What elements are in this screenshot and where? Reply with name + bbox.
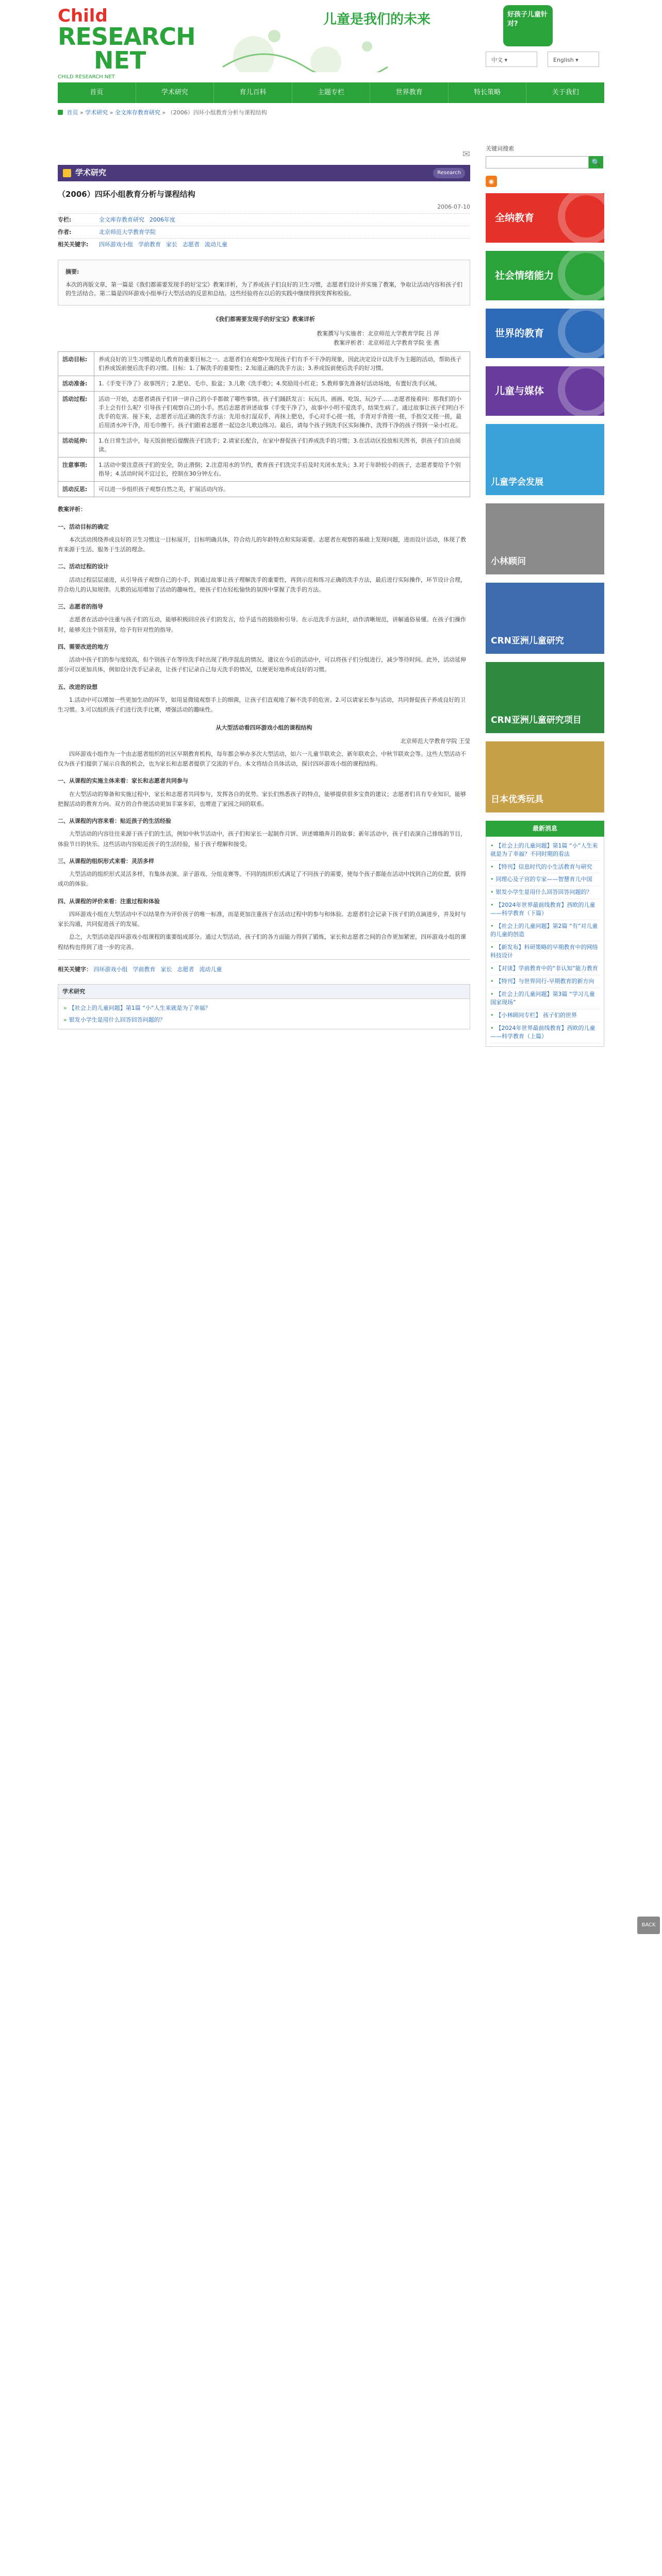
latest-news-item[interactable]: • 【特刊】与世界同行-早期教育的新方向 [490, 975, 600, 988]
promo-title: 小林顾问 [491, 556, 526, 567]
plan-row-text: 可以进一步组织孩子观察自然之美，扩展活动内容。 [94, 482, 470, 497]
latest-news-item[interactable]: • 【新发布】科研策略的早期教育中的网络科技设计 [490, 941, 600, 962]
meta-label: 作者: [58, 229, 72, 236]
tile-decoration [558, 366, 604, 416]
plan-row-label: 活动目标: [58, 351, 94, 376]
nav-item-parenting[interactable]: 育儿百科 [214, 82, 292, 103]
category-tile-label: 全纳教育 [495, 212, 535, 224]
plan-author: 教案撰写与实施者：北京师范大学教育学院 吕 萍 [317, 330, 439, 337]
second-paragraph: 四环游戏小组在大型活动中不以结果作为评价孩子的唯一标准，而是更加注重孩子在活动过程中的参与和体验。志愿者们会记录下孩子们的点滴进步，并及时与家长沟通，共同促进孩子的发展。 [58, 910, 466, 928]
main-content [58, 144, 470, 1029]
latest-news-item[interactable]: • 【2024年世界最前线教育】西欧的儿童——科学教育（上篇） [490, 1022, 600, 1043]
review-heading: 二、活动过程的设计 [58, 563, 109, 570]
related-keyword-link[interactable]: 四环游戏小组 [93, 965, 128, 973]
plan-row [58, 351, 470, 376]
meta-link[interactable]: 家长 [166, 241, 177, 248]
meta-link[interactable]: 流动儿童 [205, 241, 227, 248]
promo-banner[interactable] [486, 741, 604, 812]
breadcrumb [58, 103, 604, 123]
review-heading: 一、活动目标的确定 [58, 523, 109, 530]
plan-row-label: 活动过程: [58, 392, 94, 433]
category-tile-label: 社会情绪能力 [495, 270, 554, 282]
meta-line [58, 226, 470, 238]
banner-slogan: 儿童是我们的未来 [323, 12, 431, 27]
logo-text-research: RESEARCH [58, 23, 195, 50]
abstract-label: 摘要: [65, 268, 79, 276]
promo-title: CRN亚洲儿童研究 [491, 635, 564, 646]
promo-banner[interactable] [486, 662, 604, 733]
plan-row [58, 376, 470, 391]
banner-callout[interactable]: 好孩子儿童针对? [503, 5, 553, 46]
back-to-top-button[interactable]: BACK TOP [637, 1917, 660, 1934]
home-icon [58, 110, 63, 115]
category-tile[interactable] [486, 251, 604, 300]
breadcrumb-category[interactable]: 全文库存教育研究 [114, 109, 160, 116]
review-heading: 三、志愿者的指导 [58, 603, 103, 611]
promo-title: 儿童学会发展 [491, 477, 543, 487]
article-body [58, 504, 470, 952]
breadcrumb-separator: » [160, 109, 168, 116]
site-header [58, 0, 604, 82]
related-keyword-link[interactable]: 流动儿童 [199, 965, 222, 973]
promo-banner[interactable] [486, 503, 604, 574]
meta-link[interactable]: 志愿者 [183, 241, 200, 248]
second-paragraph: 大型活动的组织形式灵活多样，有集体表演、亲子游戏、分组竞赛等。不同的组织形式满足了不同孩子的需要，使每个孩子都能在活动中找到自己的位置，获得成功的体验。 [58, 871, 466, 888]
search-label: 关键词搜索 [486, 145, 514, 152]
plan-row-text: 1.《手变干净了》故事图片；2.肥皂、毛巾、脸盆；3.儿歌《洗手歌》；4.奖励用小红花；5.教师事先准备好活动场地，布置好洗手区域。 [94, 376, 470, 391]
category-tile[interactable] [486, 366, 604, 416]
nav-item-specials[interactable]: 特长策略 [449, 82, 527, 103]
search-input[interactable] [486, 156, 589, 168]
related-keywords [58, 959, 470, 974]
meta-link[interactable]: 学前教育 [138, 241, 161, 248]
nav-item-topics[interactable]: 主题专栏 [292, 82, 371, 103]
more-articles-box [58, 984, 470, 1029]
second-paragraph: 大型活动的内容往往来源于孩子们的生活，例如中秋节活动中，孩子们和家长一起制作月饼、讲述嫦娥奔月的故事；新年活动中，孩子们表演自己排练的节目，体验节日的快乐。这些活动内容贴近孩子的生活经验，易于孩子理解和接受。 [58, 831, 466, 848]
category-tile[interactable] [486, 193, 604, 243]
second-article-title: 从大型活动看四环游戏小组的课程结构 [216, 724, 312, 732]
second-paragraph: 在大型活动的筹备和实施过程中，家长和志愿者共同参与，发挥各自的优势。家长们熟悉孩子的特点，能够提供很多宝贵的建议；志愿者们具有专业知识，能够把握活动的教育方向。双方的合作使活动更加丰富多彩，也增进了家园之间的联系。 [58, 790, 466, 807]
review-heading: 四、需要改进的地方 [58, 643, 109, 650]
meta-link[interactable]: 四环游戏小组 [99, 241, 133, 248]
plan-row-label: 活动反思: [58, 482, 94, 497]
plan-heading: 《我们都需要发现手的好宝宝》教案详析 [213, 316, 315, 323]
abstract-text: 本次的再版文章，第一篇是《我们都需要发现手的好宝宝》教案详析，为了养成孩子们良好的卫生习惯，志愿者们设计并实施了教案，争取让活动内容和孩子们的生活结合。第二篇是四环游戏小组举行大型活动的反思和总结。这些经验将在以后的实践中继续得到发挥和检验。 [65, 281, 462, 297]
category-tile-label: 世界的教育 [495, 328, 544, 340]
promo-banner[interactable] [486, 583, 604, 654]
tile-decoration [558, 251, 604, 300]
plan-row-text: 养成良好的卫生习惯是幼儿教育的重要目标之一。志愿者们在观察中发现孩子们有手不干净的现象，因此决定设计以洗手为主题的活动，帮助孩子们养成饭前便后洗手的习惯。目标：1.了解洗手的重要性；2.知道正确的洗手方法；3.养成饭前便后洗手的好习惯。 [94, 351, 470, 376]
plan-row [58, 482, 470, 497]
second-heading: 一、从课程的实施主体来看：家长和志愿者共同参与 [58, 777, 188, 785]
article-title: （2006）四环小组教育分析与课程结构 [58, 189, 195, 199]
share-icon[interactable]: ✉ [462, 149, 470, 160]
nav-item-research[interactable]: 学术研究 [136, 82, 214, 103]
breadcrumb-separator: » [78, 109, 86, 116]
search-box [486, 156, 604, 168]
second-heading: 四、从课程的评价来看：注重过程和体验 [58, 897, 160, 905]
plan-row-text: 活动一开始，志愿者请孩子们讲一讲自己的小手都做了哪些事情。孩子们踊跃发言：玩玩具、画画、吃饭、玩沙子……志愿者接着问：那我们的小手上会有什么呢？引导孩子们观察自己的小手。然后志愿者讲述故事《手变干净了》，故事中小明不爱洗手，结果生病了。通过故事让孩子们明白不洗手的危害。接下来，志愿者示范正确的洗手方法：先用水打湿双手，再抹上肥皂，手心对手心搓一搓，手背对手背搓一搓，手指交叉搓一搓，最后用清水冲干净，用毛巾擦干。孩子们跟着志愿者一起边念儿歌边练习。最后，请每个孩子到洗手区实际操作，洗得干净的孩子得到一朵小红花。 [94, 392, 470, 433]
promo-title: CRN亚洲儿童研究项目 [491, 715, 582, 725]
nav-item-about[interactable]: 关于我们 [552, 89, 579, 96]
breadcrumb-separator: » [108, 109, 115, 116]
meta-link[interactable]: 北京师范大学教育学院 [99, 229, 156, 236]
latest-news-item[interactable]: • 【特刊】信息时代的小生活教育与研究 [490, 861, 600, 874]
lesson-plan-table [58, 351, 470, 498]
meta-link[interactable]: 2006年度 [150, 216, 175, 224]
review-paragraph: 活动中孩子们的参与度较高，但个别孩子在等待洗手时出现了秩序混乱的情况。建议在今后的活动中，可以将孩子们分组进行，减少等待时间。此外，活动延伸部分可以更加具体，例如设计洗手记录表，让孩子们记录自己每天洗手的情况，以便更好地养成良好的习惯。 [58, 656, 466, 673]
review-label: 教案评析： [58, 506, 86, 513]
nav-item-world[interactable]: 世界教育 [370, 82, 449, 103]
plan-row-text: 1.在日常生活中，每天饭前便后提醒孩子们洗手；2.请家长配合，在家中督促孩子们养成洗手的习惯；3.在活动区投放相关图书，供孩子们自由阅读。 [94, 433, 470, 457]
related-keyword-link[interactable]: 学前教育 [133, 965, 156, 973]
nav-item-home[interactable]: 首页 [58, 82, 136, 103]
latest-news-item[interactable]: • 【小林顾问专栏】 孩子们的世界 [490, 1009, 600, 1022]
plan-row-text: 1.活动中要注意孩子们的安全，防止滑倒；2.注意用水的节约，教育孩子们洗完手后及时关闭水龙头；3.对于年龄较小的孩子，志愿者要给予个别指导；4.活动时间不宜过长，控制在30分钟左右。 [94, 457, 470, 482]
second-paragraph: 四环游戏小组作为一个由志愿者组织的社区早期教育机构，每年都会举办多次大型活动，如六一儿童节联欢会、新年联欢会、中秋节联欢会等。这些大型活动不仅为孩子们提供了展示自我的机会，也为家长和志愿者提供了交流的平台。本文将结合具体活动，探讨四环游戏小组的课程结构。 [58, 750, 466, 768]
sidebar [486, 144, 604, 1047]
language-select-english[interactable]: English ▾ [548, 52, 599, 67]
tile-decoration [558, 193, 604, 243]
language-select-chinese[interactable]: 中文 ▾ [486, 52, 537, 67]
breadcrumb-home[interactable]: 首页 [67, 109, 78, 116]
review-paragraph: 本次活动围绕养成良好的卫生习惯这一目标展开，目标明确具体，符合幼儿的年龄特点和实际需要。志愿者在观察的基础上发现问题，进而设计活动，体现了教育来源于生活、服务于生活的理念。 [58, 536, 466, 553]
plan-authors [58, 329, 470, 348]
related-label: 相关关键字： [58, 965, 92, 973]
abstract-box [58, 260, 470, 306]
meta-label: 相关关键字: [58, 241, 89, 248]
review-heading: 五、改进的设想 [58, 683, 97, 690]
latest-news-item[interactable]: • 同理心及子宫的专家——智慧育儿中国 [490, 873, 600, 886]
logo-subtitle: CHILD RESEARCH NET [58, 74, 115, 80]
review-paragraph: 1.活动中可以增加一些更加生动的环节，如用显微镜观察手上的细菌，让孩子们直观地了解不洗手的危害。2.可以请家长参与活动，共同督促孩子养成良好的卫生习惯。3.可以组织孩子们进行洗手比赛，增强活动的趣味性。 [58, 696, 466, 714]
section-title: 学术研究 [75, 168, 107, 178]
second-paragraph: 总之，大型活动是四环游戏小组课程的重要组成部分。通过大型活动，孩子们的各方面能力得到了锻炼，家长和志愿者之间的合作更加紧密，四环游戏小组的课程结构也得到了进一步的完善。 [58, 934, 466, 951]
second-heading: 三、从课程的组织形式来看：灵活多样 [58, 857, 154, 865]
meta-line [58, 238, 470, 250]
breadcrumb-research[interactable]: 学术研究 [85, 109, 108, 116]
second-article-author: 北京师范大学教育学院 王莹 [400, 737, 470, 744]
header-banner [192, 0, 604, 72]
category-tile[interactable] [486, 309, 604, 358]
breadcrumb-current: （2006）四环小组教育分析与课程结构 [167, 109, 267, 116]
latest-news-item[interactable]: • 【2024年世界最前线教育】西欧的儿童——科学教育（下篇） [490, 899, 600, 920]
plan-reviewer: 教案评析者：北京师范大学教育学院 张 燕 [334, 340, 439, 347]
plan-row-label: 活动准备: [58, 376, 94, 391]
plan-row-label: 注意事项: [58, 457, 94, 482]
plan-row [58, 433, 470, 457]
logo-text-child: Child [58, 6, 108, 26]
latest-news-item[interactable]: • 【社会上的儿童问题】第3篇 “学习儿童国家现场” [490, 988, 600, 1009]
main-nav [58, 82, 604, 103]
site-logo[interactable] [58, 6, 195, 80]
review-paragraph: 志愿者在活动中注重与孩子们的互动，能够积极回应孩子们的发言，给予适当的鼓励和引导。在示范洗手方法时，动作清晰规范，讲解通俗易懂。在孩子们操作时，能够关注个别差异，给予有针对性的指导。 [58, 616, 466, 633]
article-meta [58, 213, 470, 250]
rss-icon[interactable]: ◉ [486, 176, 497, 187]
promo-banner[interactable] [486, 424, 604, 495]
review-paragraph: 活动过程层层递进，从引导孩子观察自己的小手，到通过故事让孩子理解洗手的重要性，再到示范和练习正确的洗手方法，最后进行实际操作，环节设计合理，符合幼儿的认知规律。儿歌的运用增加了活动的趣味性，使孩子们在轻松愉快的氛围中掌握了洗手的方法。 [58, 576, 466, 593]
latest-news-item[interactable]: • 【社会上的儿童问题】第1篇 “小”人生来就是为了幸福？不同时期的看法 [490, 840, 600, 861]
latest-news-list [486, 837, 604, 1047]
meta-line [58, 213, 470, 226]
latest-news-item[interactable]: • 【社会上的儿童问题】第2篇 “有”对儿童的儿童的创造 [490, 920, 600, 941]
latest-news-item[interactable]: • 【对谈】学前教育中的“非认知”能力教育 [490, 962, 600, 975]
plan-row [58, 392, 470, 433]
category-tile-label: 儿童与媒体 [495, 385, 544, 397]
tile-decoration [558, 309, 604, 358]
promo-title: 日本优秀玩具 [491, 794, 543, 805]
latest-news-item[interactable]: • 银发小学生是用什么回答回答问题的？ [490, 886, 600, 899]
section-badge: Research [433, 168, 465, 178]
section-icon [63, 169, 71, 177]
latest-news-header: 最新消息 [486, 821, 604, 837]
related-keyword-link[interactable]: 家长 [160, 965, 172, 973]
section-header [58, 165, 470, 181]
related-keyword-link[interactable]: 志愿者 [177, 965, 194, 973]
second-heading: 二、从课程的内容来看：贴近孩子的生活经验 [58, 818, 171, 825]
more-article-link[interactable]: » 【社会上的儿童问题】第1篇 “小”人生来就是为了幸福？ [63, 1002, 465, 1014]
more-article-link[interactable]: » 银发小学生是用什么回答回答问题的？ [63, 1014, 465, 1026]
meta-link[interactable]: 全文库存教育研究 [99, 216, 144, 224]
logo-text-net: NET [94, 46, 146, 74]
plan-row [58, 457, 470, 482]
more-articles-header: 学术研究 [58, 985, 470, 999]
article-date: 2006-07-10 [437, 204, 470, 211]
search-button[interactable]: 🔍 [589, 156, 603, 168]
plan-row-label: 活动延伸: [58, 433, 94, 457]
meta-label: 专栏: [58, 216, 72, 224]
